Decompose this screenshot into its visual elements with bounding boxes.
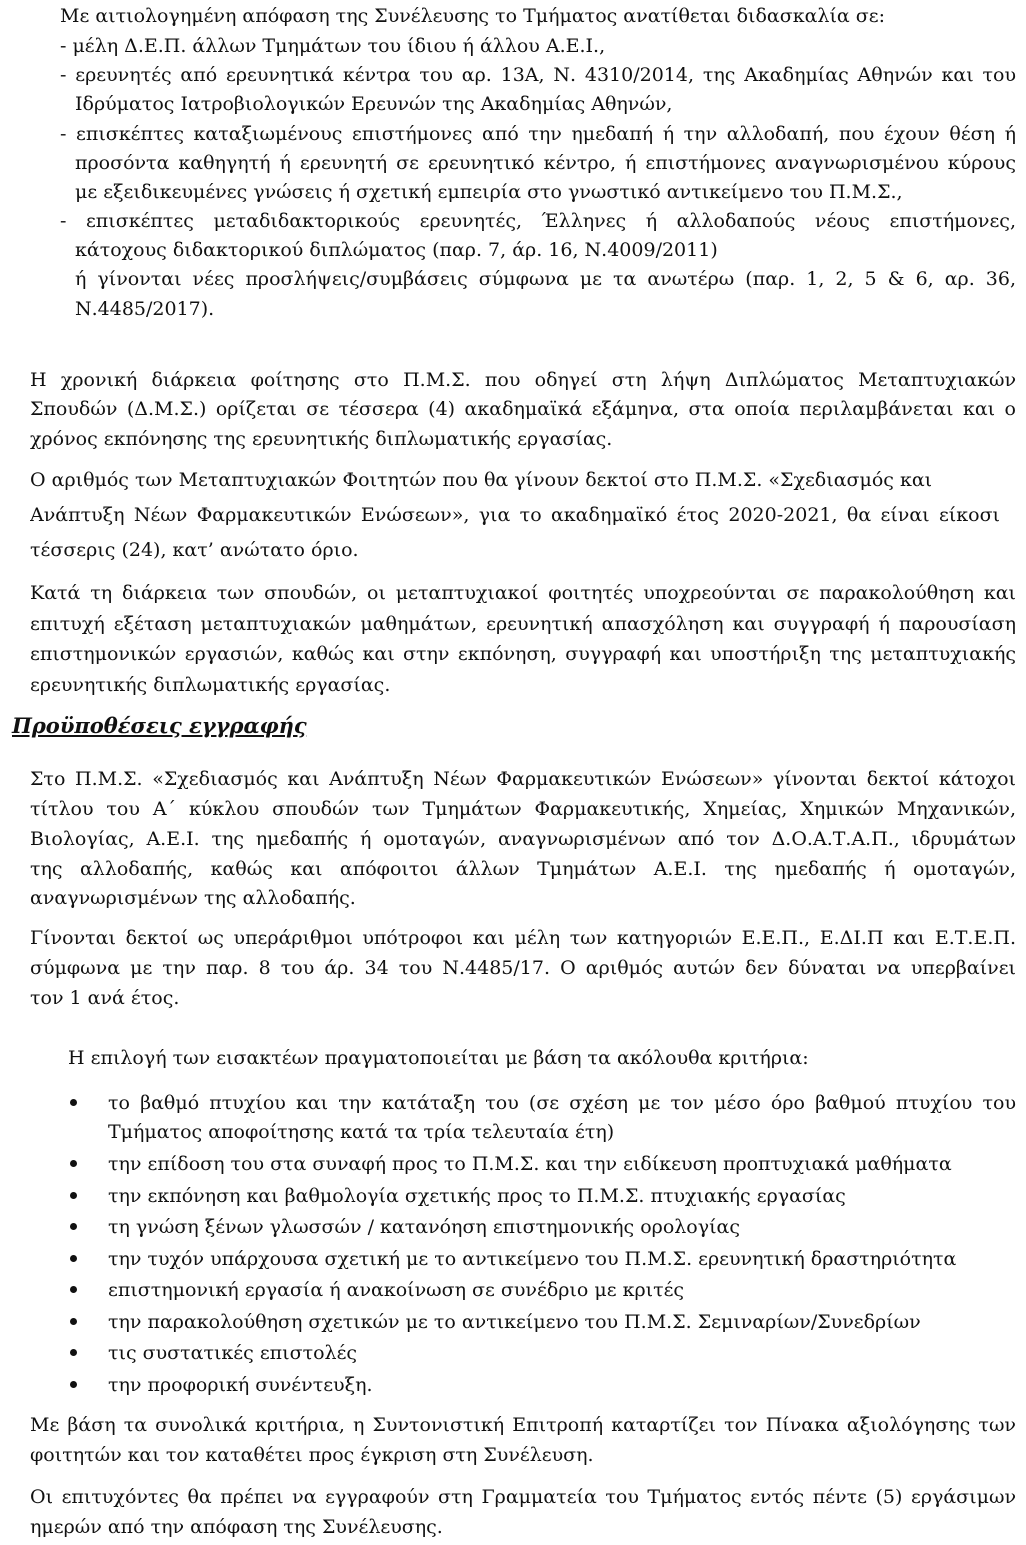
bullet-icon <box>70 1192 77 1199</box>
intro-list-item-cont: Ιδρύματος Ιατροβιολογικών Ερευνών της Ακαδημίας Αθηνών, <box>75 93 673 115</box>
students-number-line: Ανάπτυξη Νέων Φαρμακευτικών Ενώσεων», για το ακαδημαϊκό έτος 2020-2021, θα είναι είκοσι <box>30 504 1000 526</box>
intro-line: Ν.4485/2017). <box>75 298 215 320</box>
students-number-line: Ο αριθμός των Μεταπτυχιακών Φοιτητών που θα γίνουν δεκτοί στο Π.Μ.Σ. «Σχεδιασμός και <box>30 469 933 491</box>
duration-line: χρόνος εκπόνησης της ερευνητικής διπλωματικής εργασίας. <box>30 428 613 450</box>
admission-line: Βιολογίας, Α.Ε.Ι. της ημεδαπής ή ομοταγών, αναγνωρισμένων από τον Δ.Ο.Α.Τ.Α.Π., ιδρυμάτων <box>30 828 1016 850</box>
criteria-item: την εκπόνηση και βαθμολογία σχετικής προς το Π.Μ.Σ. πτυχιακής εργασίας <box>108 1185 846 1207</box>
evaluation-line: φοιτητών και τον καταθέτει προς έγκριση στη Συνέλευση. <box>30 1444 594 1466</box>
criteria-item: την τυχόν υπάρχουσα σχετική με το αντικείμενο του Π.Μ.Σ. ερευνητική δραστηριότητα <box>108 1248 957 1270</box>
bullet-icon <box>70 1099 77 1106</box>
admission-line: της αλλοδαπής, καθώς και απόφοιτοι άλλων Τμημάτων Α.Ε.Ι. της ημεδαπής ή ομοταγών, <box>30 858 1016 880</box>
duration-line: Η χρονική διάρκεια φοίτησης στο Π.Μ.Σ. που οδηγεί στη λήψη Διπλώματος Μεταπτυχιακών <box>30 369 1016 391</box>
bullet-icon <box>70 1255 77 1262</box>
criteria-intro: Η επιλογή των εισακτέων πραγματοποιείται με βάση τα ακόλουθα κριτήρια: <box>68 1047 809 1069</box>
evaluation-line: Με βάση τα συνολικά κριτήρια, η Συντονιστική Επιτροπή καταρτίζει τον Πίνακα αξιολόγησης των <box>30 1414 1016 1436</box>
admission-line: Στο Π.Μ.Σ. «Σχεδιασμός και Ανάπτυξη Νέων Φαρμακευτικών Ενώσεων» γίνονται δεκτοί κάτοχοι <box>30 768 1016 790</box>
registration-line: ημερών από την απόφαση της Συνέλευσης. <box>30 1516 443 1538</box>
criteria-item-cont: Τμήματος αποφοίτησης κατά τα τρία τελευταία έτη) <box>108 1121 615 1143</box>
intro-list-item-cont: προσόντα καθηγητή ή ερευνητή σε ερευνητικό κέντρο, ή επιστήμονες αναγνωρισμένου κύρους <box>75 152 1016 174</box>
bullet-icon <box>70 1318 77 1325</box>
intro-list-item: - επισκέπτες καταξιωμένους επιστήμονες από την ημεδαπή ή την αλλοδαπή, που έχουν θέση ή <box>60 123 1016 145</box>
admission-line: τίτλου του Α΄ κύκλου σπουδών των Τμημάτων Φαρμακευτικής, Χημείας, Χημικών Μηχανικών, <box>30 798 1016 820</box>
obligations-line: επιτυχή εξέταση μεταπτυχιακών μαθημάτων, ερευνητική απασχόληση και συγγραφή ή παρουσίαση <box>30 613 1016 635</box>
criteria-item: τις συστατικές επιστολές <box>108 1342 358 1364</box>
obligations-line: επιστημονικών εργασιών, καθώς και στην εκπόνηση, συγγραφή και υποστήριξη της μεταπτυχιακής <box>30 643 1016 665</box>
section-heading: Προϋποθέσεις εγγραφής <box>12 713 307 738</box>
criteria-item: την παρακολούθηση σχετικών με το αντικείμενο του Π.Μ.Σ. Σεμιναρίων/Συνεδρίων <box>108 1311 921 1333</box>
intro-line: Με αιτιολογημένη απόφαση της Συνέλευσης το Τμήματος ανατίθεται διδασκαλία σε: <box>60 5 886 27</box>
criteria-item: την επίδοση του στα συναφή προς το Π.Μ.Σ. και την ειδίκευση προπτυχιακά μαθήματα <box>108 1153 952 1175</box>
intro-list-item: - επισκέπτες μεταδιδακτορικούς ερευνητές, Έλληνες ή αλλοδαπούς νέους επιστήμονες, <box>60 210 1016 232</box>
obligations-line: Κατά τη διάρκεια των σπουδών, οι μεταπτυχιακοί φοιτητές υποχρεούνται σε παρακολούθηση και <box>30 582 1016 604</box>
criteria-item: επιστημονική εργασία ή ανακοίνωση σε συνέδριο με κριτές <box>108 1279 685 1301</box>
supernumerary-line: σύμφωνα με την παρ. 8 του άρ. 34 του Ν.4485/17. Ο αριθμός αυτών δεν δύναται να υπερβαίνει <box>30 957 1016 979</box>
obligations-line: ερευνητικής διπλωματικής εργασίας. <box>30 674 391 696</box>
criteria-item: το βαθμό πτυχίου και την κατάταξη του (σε σχέση με τον μέσο όρο βαθμού πτυχίου του <box>108 1092 1016 1114</box>
bullet-icon <box>70 1160 77 1167</box>
supernumerary-line: τον 1 ανά έτος. <box>30 987 180 1009</box>
supernumerary-line: Γίνονται δεκτοί ως υπεράριθμοι υπότροφοι και μέλη των κατηγοριών Ε.Ε.Π., Ε.ΔΙ.Π και Ε.Τ.Ε.Π. <box>30 927 1016 949</box>
bullet-icon <box>70 1349 77 1356</box>
intro-line: ή γίνονται νέες προσλήψεις/συμβάσεις σύμφωνα με τα ανωτέρω (παρ. 1, 2, 5 & 6, αρ. 36, <box>75 268 1016 290</box>
criteria-item: τη γνώση ξένων γλωσσών / κατανόηση επιστημονικής ορολογίας <box>108 1216 741 1238</box>
criteria-item: την προφορική συνέντευξη. <box>108 1374 373 1396</box>
intro-list-item-cont: με εξειδικευμένες γνώσεις ή σχετική εμπειρία στο γνωστικό αντικείμενο του Π.Μ.Σ., <box>75 181 903 203</box>
bullet-icon <box>70 1223 77 1230</box>
intro-list-item: - μέλη Δ.Ε.Π. άλλων Τμημάτων του ίδιου ή άλλου Α.Ε.Ι., <box>60 35 606 57</box>
intro-list-item-cont: κάτοχους διδακτορικού διπλώματος (παρ. 7, άρ. 16, Ν.4009/2011) <box>75 239 718 261</box>
intro-list-item: - ερευνητές από ερευνητικά κέντρα του αρ. 13Α, Ν. 4310/2014, της Ακαδημίας Αθηνών και του <box>60 64 1016 86</box>
bullet-icon <box>70 1286 77 1293</box>
duration-line: Σπουδών (Δ.Μ.Σ.) ορίζεται σε τέσσερα (4) ακαδημαϊκά εξάμηνα, στα οποία περιλαμβάνεται και ο <box>30 398 1016 420</box>
bullet-icon <box>70 1381 77 1388</box>
admission-line: αναγνωρισμένων της αλλοδαπής. <box>30 887 356 909</box>
registration-line: Οι επιτυχόντες θα πρέπει να εγγραφούν στη Γραμματεία του Τμήματος εντός πέντε (5) εργάσιμων <box>30 1486 1016 1508</box>
students-number-line: τέσσερις (24), κατ’ ανώτατο όριο. <box>30 539 359 561</box>
